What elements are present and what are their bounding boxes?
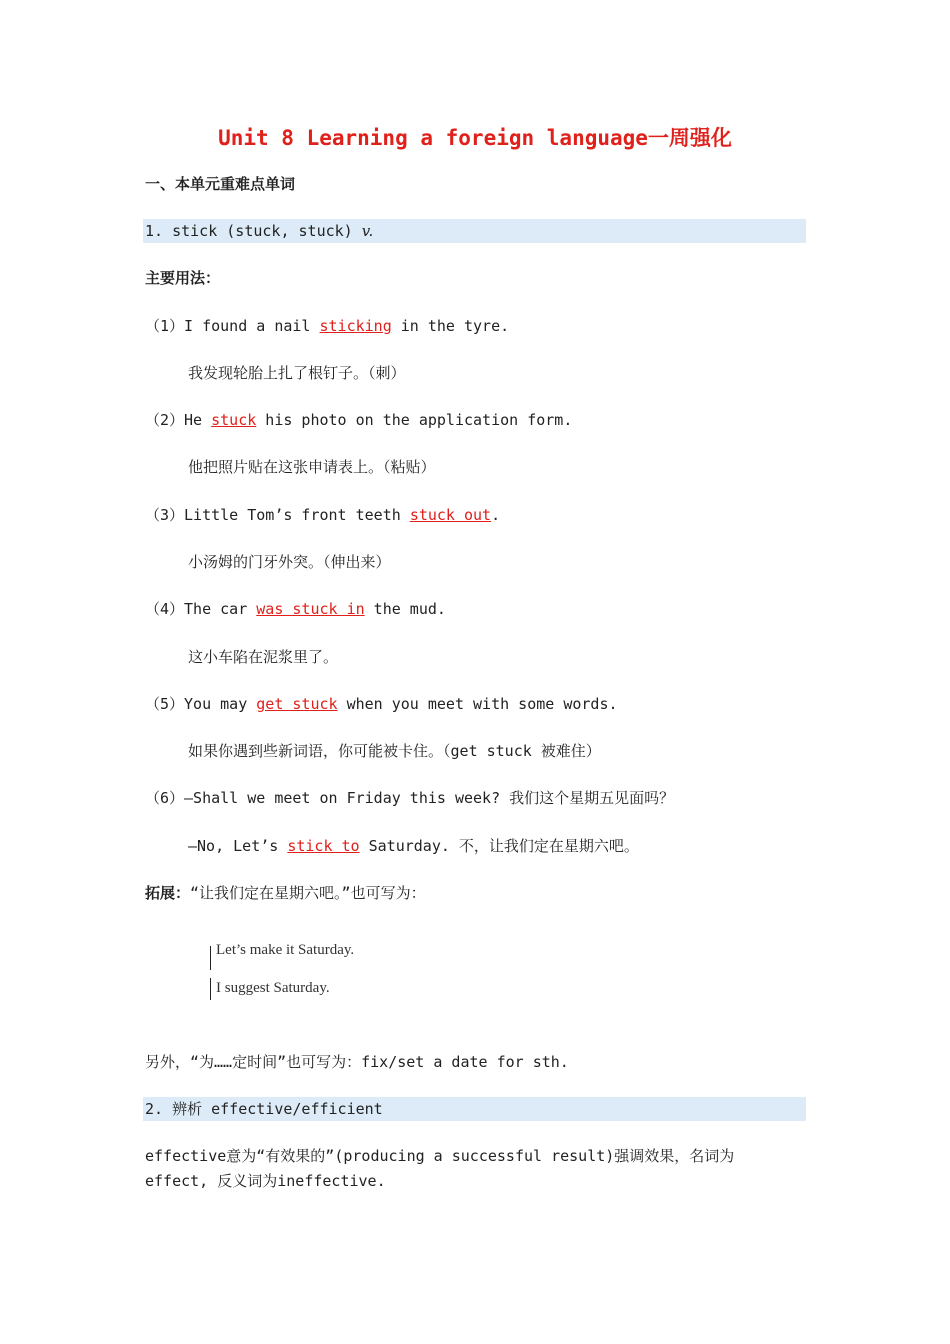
extension-note: [145, 881, 426, 905]
effective-paragraph-line-2: effect, 反义词为ineffective.: [145, 1172, 386, 1190]
page-title: Unit 8 Learning a foreign language一周强化: [218, 126, 732, 150]
example-text: Little Tom’s front teeth: [184, 506, 410, 524]
alternative-1: Let’s make it Saturday.: [216, 942, 355, 958]
example-text: I found a nail: [184, 317, 320, 335]
example-number: （3）: [145, 506, 185, 524]
item-2-bar: [143, 1097, 806, 1121]
example-6-reply: [188, 834, 639, 858]
example-keyword: stuck out: [409, 506, 492, 524]
example-text: —Shall we meet on Friday this week? 我们这个星期五见面吗？: [184, 789, 675, 807]
example-keyword: was stuck in: [256, 600, 365, 618]
example-number: （6）: [145, 789, 185, 807]
example-text: Saturday. 不，让我们定在星期六吧。: [359, 837, 639, 855]
example-2: [145, 408, 572, 432]
example-1: [145, 314, 509, 338]
example-text: his photo on the application form.: [256, 411, 573, 429]
example-number: （2）: [145, 411, 185, 429]
example-text: He: [184, 411, 212, 429]
example-text: —No, Let’s: [188, 837, 288, 855]
example-text: .: [491, 506, 501, 524]
example-text: You may: [184, 695, 257, 713]
item-1-pos: v.: [361, 222, 374, 240]
example-keyword: get stuck: [256, 695, 338, 713]
example-text: in the tyre.: [391, 317, 510, 335]
alternative-2: I suggest Saturday.: [216, 980, 330, 996]
brace-line: [210, 978, 211, 1000]
example-1-translation: 我发现轮胎上扎了根钉子。（刺）: [188, 364, 406, 382]
example-number: （1）: [145, 317, 185, 335]
section-heading: 一、本单元重难点单词: [145, 175, 296, 193]
also-note: 另外，“为……定时间”也可写为：fix/set a date for sth.: [145, 1053, 569, 1071]
example-keyword: stuck: [211, 411, 257, 429]
example-number: （5）: [145, 695, 185, 713]
example-3-translation: 小汤姆的门牙外突。（伸出来）: [188, 553, 391, 571]
item-2-label: 2. 辨析 effective/efficient: [145, 1100, 383, 1118]
example-2-translation: 他把照片贴在这张申请表上。（粘贴）: [188, 458, 436, 476]
item-1-word: 1. stick (stuck, stuck): [145, 222, 353, 240]
example-3: [145, 503, 500, 527]
brace-line: [210, 946, 211, 970]
item-1-bar: [143, 219, 806, 243]
extension-label: 拓展：: [145, 884, 191, 902]
example-keyword: sticking: [319, 317, 392, 335]
effective-paragraph-line-1: effective意为“有效果的”(producing a successful result)强调效果，名词为: [145, 1147, 735, 1165]
example-text: The car: [184, 600, 257, 618]
example-4-translation: 这小车陷在泥浆里了。: [188, 648, 339, 666]
example-keyword: stick to: [287, 837, 360, 855]
item-1-label: [145, 219, 373, 243]
example-4: [145, 597, 446, 621]
example-number: （4）: [145, 600, 185, 618]
example-text: when you meet with some words.: [337, 695, 618, 713]
usage-heading: 主要用法：: [145, 269, 221, 287]
example-5: [145, 692, 618, 716]
example-text: the mud.: [364, 600, 446, 618]
example-5-translation: 如果你遇到些新词语，你可能被卡住。（get stuck 被难住）: [188, 742, 601, 760]
example-6: [145, 786, 674, 810]
extension-text: “让我们定在星期六吧。”也可写为：: [190, 884, 426, 902]
